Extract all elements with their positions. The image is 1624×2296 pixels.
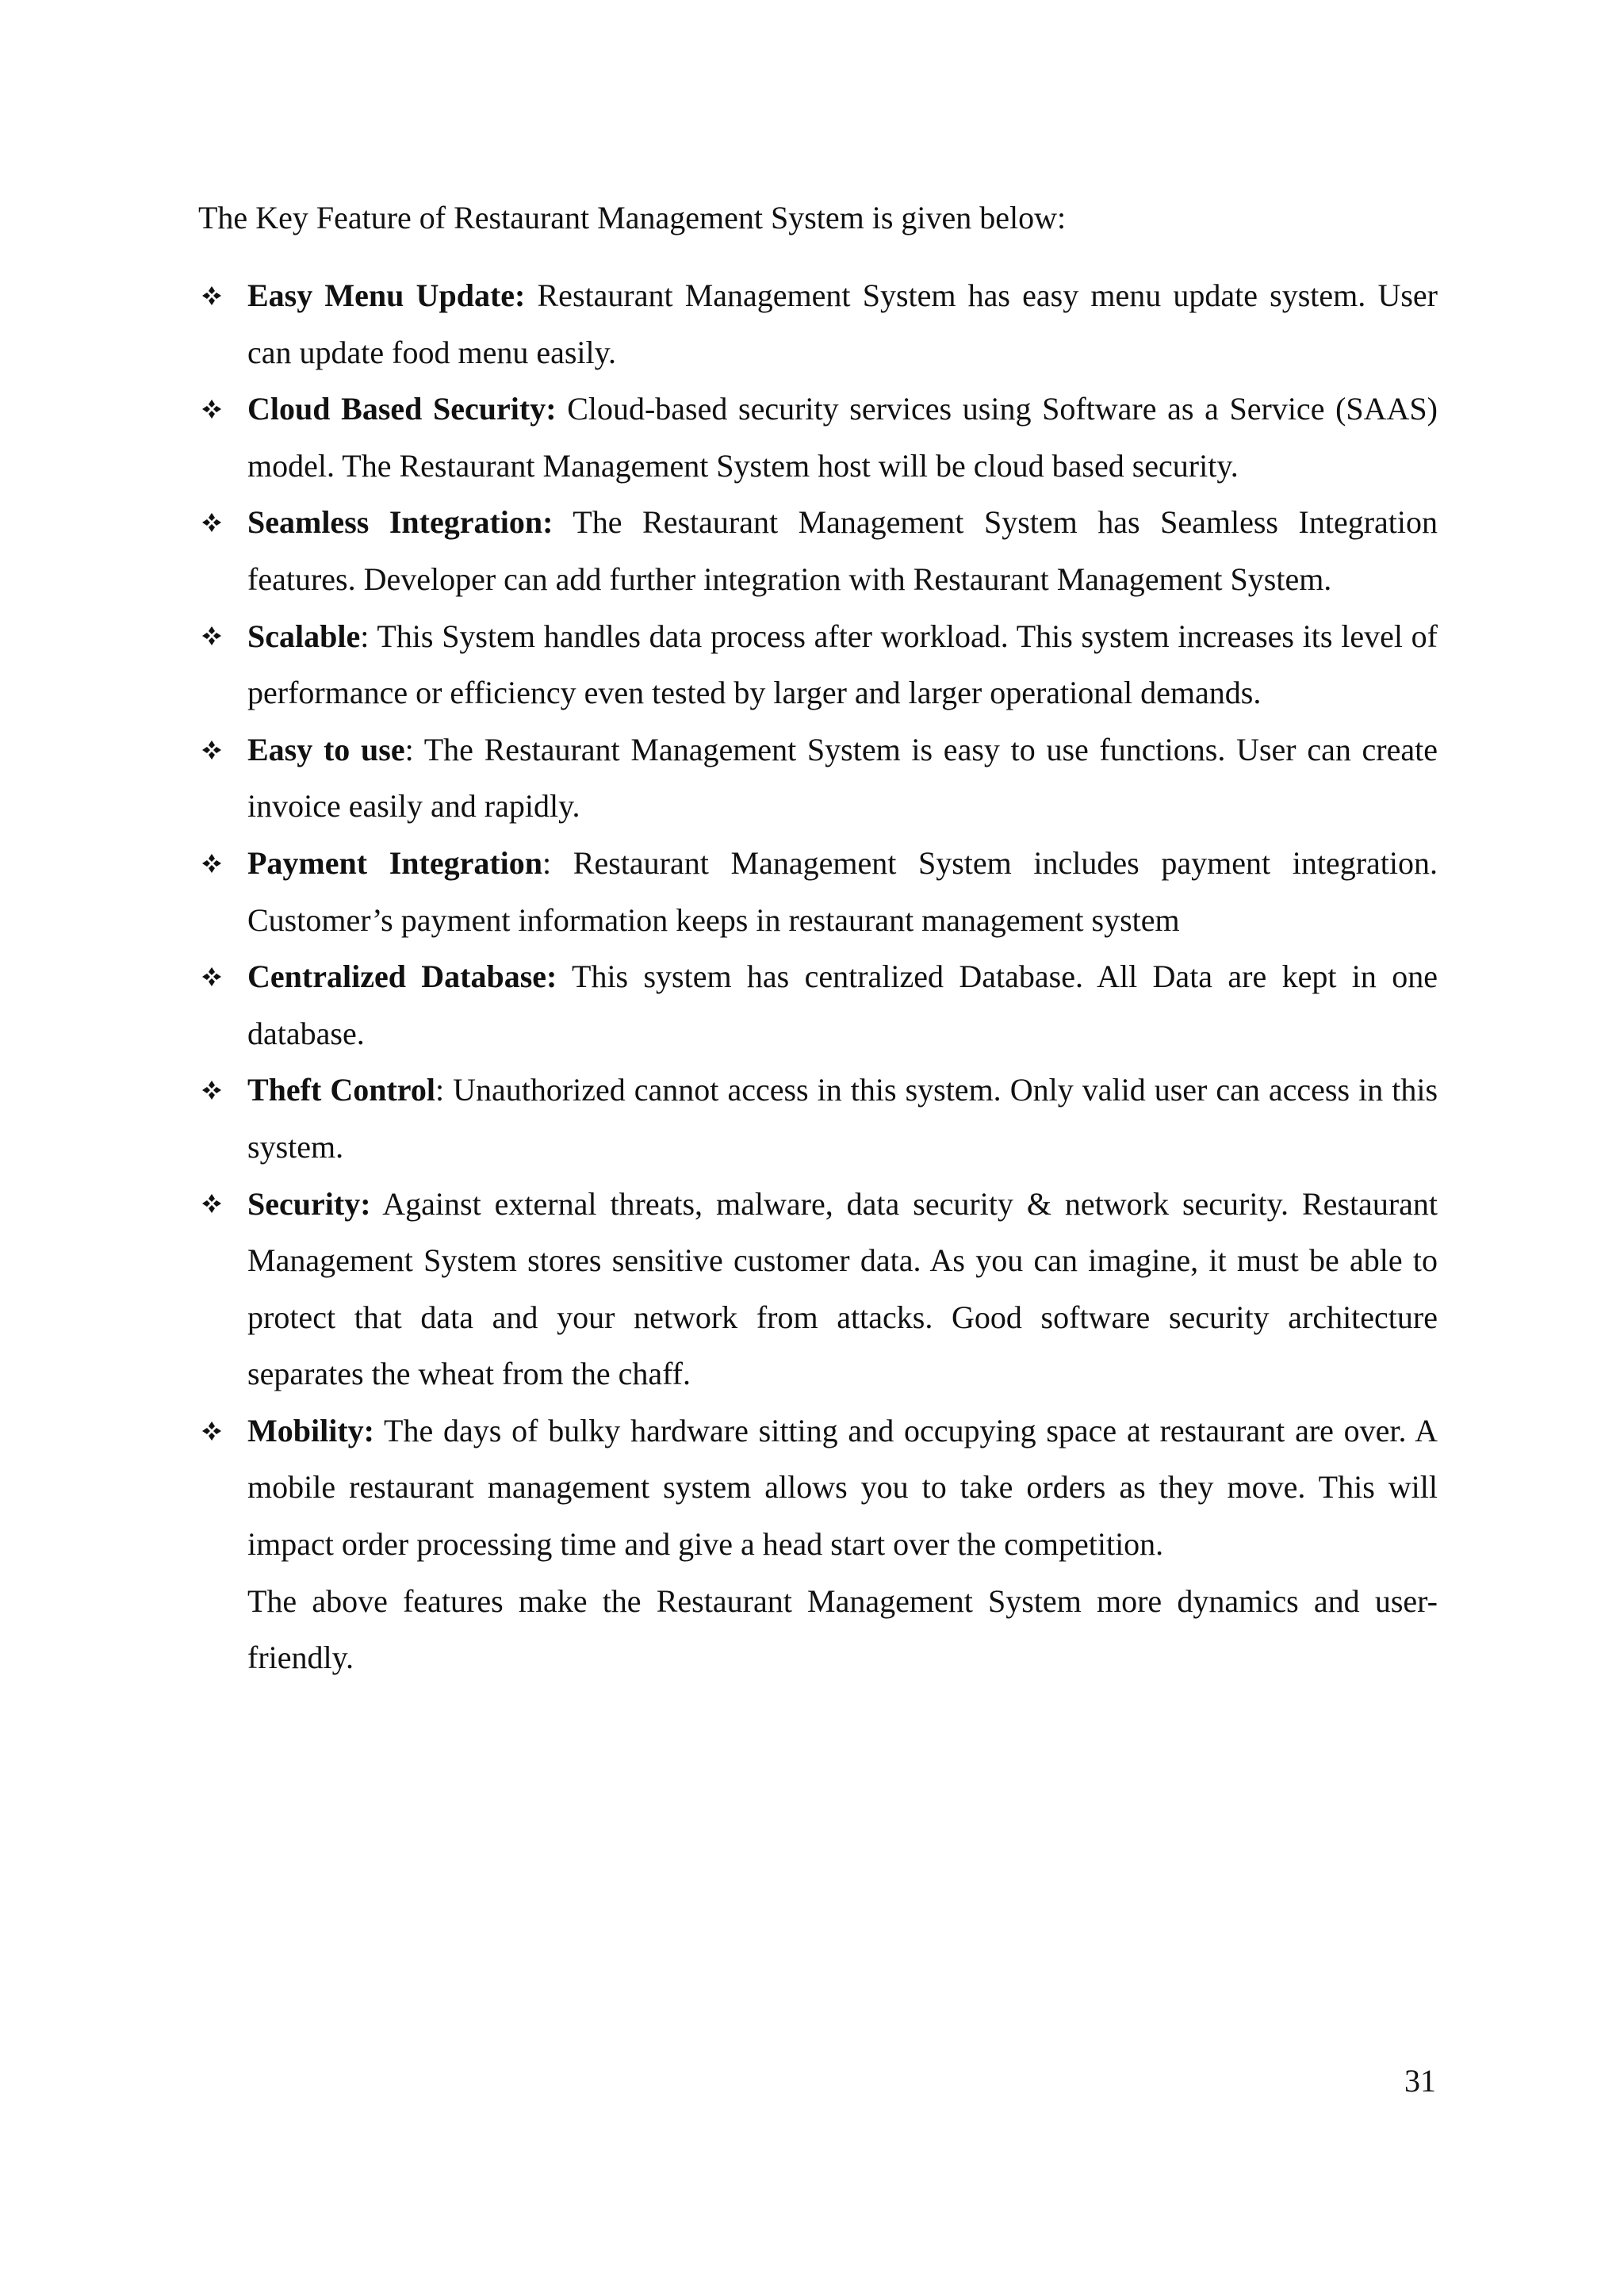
closing-paragraph: The above features make the Restaurant Management System more dynamics and user-friendly.	[247, 1582, 1438, 1676]
diamond-bullet-icon	[200, 494, 224, 551]
feature-description: : Unauthorized cannot access in this system. Only valid user can access in this system.	[247, 1072, 1438, 1165]
feature-term: Theft Control	[247, 1072, 435, 1108]
feature-list	[198, 267, 1438, 1686]
feature-term: Cloud Based Security:	[247, 391, 557, 427]
feature-term: Seamless Integration:	[247, 504, 553, 541]
page-number: 31	[1404, 2063, 1436, 2099]
list-item	[198, 267, 1438, 381]
list-item	[198, 721, 1438, 835]
list-item	[198, 1062, 1438, 1175]
list-item	[198, 381, 1438, 494]
list-item	[198, 494, 1438, 607]
diamond-bullet-icon	[200, 1402, 224, 1460]
feature-description: This system has centralized Database. All Data are kept in one database.	[247, 959, 1438, 1051]
list-item	[198, 1176, 1438, 1402]
diamond-bullet-icon	[200, 1176, 224, 1233]
feature-description: The days of bulky hardware sitting and occupying space at restaurant are over. A mobile restaurant management system allows you to take orders as they move. This will impact order processing time and give a head start over the competition.	[247, 1412, 1438, 1563]
diamond-bullet-icon	[200, 835, 224, 892]
feature-description: Against external threats, malware, data security & network security. Restaurant Management System stores sensitive customer data. As you can imagine, it must be able to protect that data and your network from attacks. Good software security architecture separates the wheat from the chaff.	[247, 1185, 1438, 1392]
feature-description: : The Restaurant Management System is easy to use functions. User can create invoice easily and rapidly.	[247, 731, 1438, 825]
list-item	[198, 948, 1438, 1062]
diamond-bullet-icon	[200, 267, 224, 324]
diamond-bullet-icon	[200, 608, 224, 665]
feature-term: Scalable	[247, 618, 361, 654]
list-item	[198, 1402, 1438, 1573]
diamond-bullet-icon	[200, 948, 224, 1005]
feature-term: Payment Integration	[247, 844, 543, 881]
feature-description: : This System handles data process after workload. This system increases its level of performance or efficiency even tested by larger and larger operational demands.	[247, 618, 1438, 711]
closing-paragraph-item	[198, 1573, 1438, 1686]
feature-description: The Restaurant Management System has Seamless Integration features. Developer can add further integration with Restaurant Management System.	[247, 504, 1438, 597]
intro-paragraph: The Key Feature of Restaurant Management System is given below:	[198, 200, 1067, 235]
diamond-bullet-icon	[200, 721, 224, 779]
feature-description: Restaurant Management System has easy menu update system. User can update food menu easily.	[247, 277, 1438, 370]
feature-term: Centralized Database:	[247, 959, 557, 995]
feature-term: Easy to use	[247, 731, 405, 767]
diamond-bullet-icon	[200, 381, 224, 438]
feature-term: Easy Menu Update:	[247, 277, 526, 313]
list-item	[198, 608, 1438, 721]
feature-term: Security:	[247, 1185, 371, 1222]
feature-description: : Restaurant Management System includes payment integration. Customer’s payment information keeps in restaurant management system	[247, 844, 1438, 938]
feature-description: Cloud-based security services using Software as a Service (SAAS) model. The Restaurant Management System host will be cloud based security.	[247, 391, 1438, 484]
feature-term: Mobility:	[247, 1412, 374, 1448]
diamond-bullet-icon	[200, 1062, 224, 1119]
list-item	[198, 835, 1438, 948]
